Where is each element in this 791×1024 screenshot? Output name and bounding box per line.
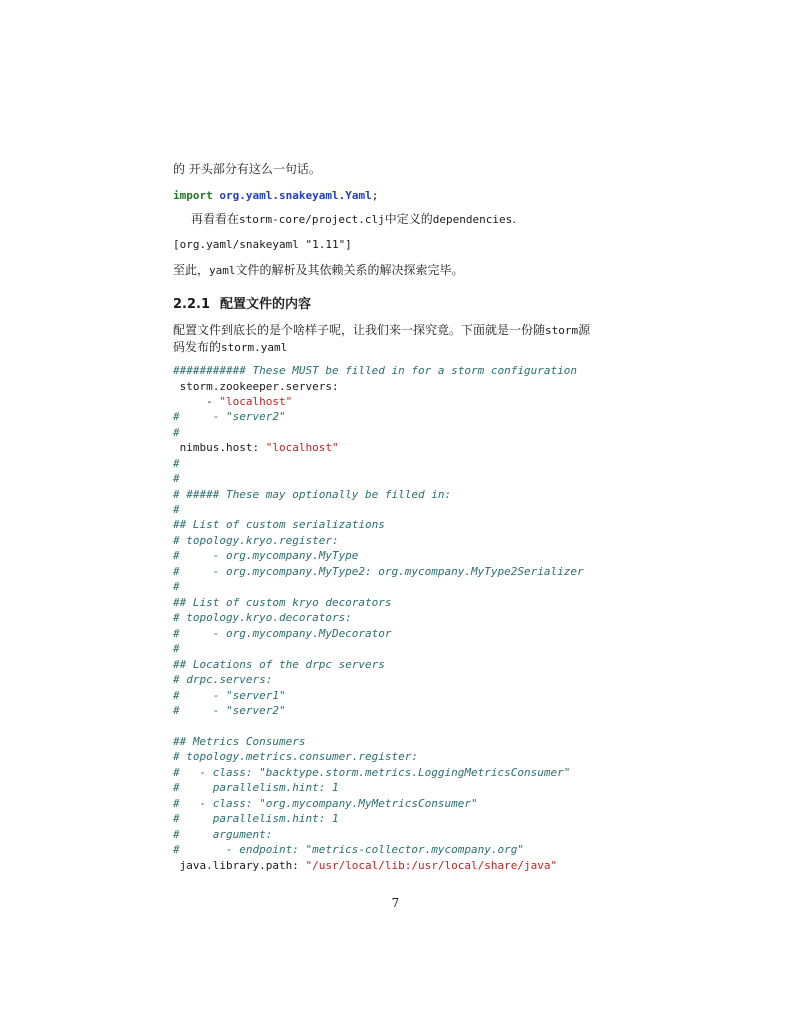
code-line: ## List of custom serializations [173,518,385,531]
code-line [173,859,557,873]
storm-word: storm [545,324,579,337]
code-line: # topology.metrics.consumer.register: [173,750,419,763]
code-line: # - "server2" [173,410,286,423]
code-line: # topology.kryo.register: [173,534,339,547]
code-line: # - org.mycompany.MyType2: org.mycompany.MyType2Serializer [173,565,584,578]
project-file-name: storm-core/project.clj [239,213,385,226]
code-line: # [173,642,180,655]
import-statement [173,189,378,203]
code-line: # argument: [173,828,273,841]
code-line: # - class: "org.mycompany.MyMetricsConsumer" [173,797,478,810]
import-class: org.yaml.snakeyaml.Yaml [219,189,372,202]
code-line: # [173,503,180,516]
dependency-code: [org.yaml/snakeyaml "1.11"] [173,238,352,251]
conclusion-rest: 文件的解析及其依赖关系的解决探索完毕。 [235,263,464,277]
deps-middle: 中定义的 [384,212,433,226]
code-key: nimbus.host: [173,441,266,454]
code-line: # [173,472,180,485]
code-string: "localhost" [265,441,339,454]
code-line: # - "server2" [173,704,286,717]
code-line: # [173,426,180,439]
code-line: ########### These MUST be filled in for a storm configuration [173,364,577,377]
import-keyword: import [173,189,213,202]
para-line1-prefix: 配置文件到底长的是个啥样子呢，让我们来一探究竟。下面就是一份随 [173,323,546,337]
conclusion-text [173,262,464,279]
intro-line: 的 开头部分有这么一句话。 [173,162,321,176]
code-line: # topology.kryo.decorators: [173,611,352,624]
code-line [173,395,292,409]
code-line: # - "server1" [173,689,286,702]
code-line: # parallelism.hint: 1 [173,812,339,825]
code-line: # ##### These may optionally be filled in: [173,488,452,501]
para-line2-prefix: 码发布的 [173,340,222,354]
yaml-word: yaml [209,264,236,277]
code-line: # - class: "backtype.storm.metrics.LoggingMetricsConsumer" [173,766,571,779]
section-heading [173,297,311,313]
import-semicolon: ; [371,189,379,202]
dependencies-word: dependencies [432,213,513,226]
code-line: # [173,580,180,593]
code-line: # [173,457,180,470]
deps-end: . [512,212,517,226]
code-line [173,441,339,455]
conclusion-prefix: 至此， [173,263,210,277]
code-string: "localhost" [219,395,293,408]
code-dash: - [173,395,220,408]
code-line: # - org.mycompany.MyType [173,549,359,562]
code-string: "/usr/local/lib:/usr/local/share/java" [305,859,558,872]
code-line: # parallelism.hint: 1 [173,781,339,794]
deps-prefix: 再看看在 [191,212,240,226]
intro-text [173,161,321,177]
code-key: java.library.path: [173,859,306,872]
section-number: 2.2.1 [173,297,211,312]
page-number: 7 [391,896,400,910]
code-line: ## List of custom kryo decorators [173,596,392,609]
storm-yaml-file: storm.yaml [221,341,288,354]
code-line: # - endpoint: "metrics-collector.mycompany.org" [173,843,524,856]
dependencies-sentence [191,211,516,228]
code-line: ## Metrics Consumers [173,735,306,748]
code-line: ## Locations of the drpc servers [173,658,385,671]
section-paragraph-line2 [173,339,287,356]
para-line1-end: 源 [578,323,591,337]
code-line: storm.zookeeper.servers: [173,380,339,393]
code-line: # drpc.servers: [173,673,273,686]
section-paragraph-line1 [173,322,590,339]
code-line: # - org.mycompany.MyDecorator [173,627,392,640]
section-title: 配置文件的内容 [220,297,312,312]
